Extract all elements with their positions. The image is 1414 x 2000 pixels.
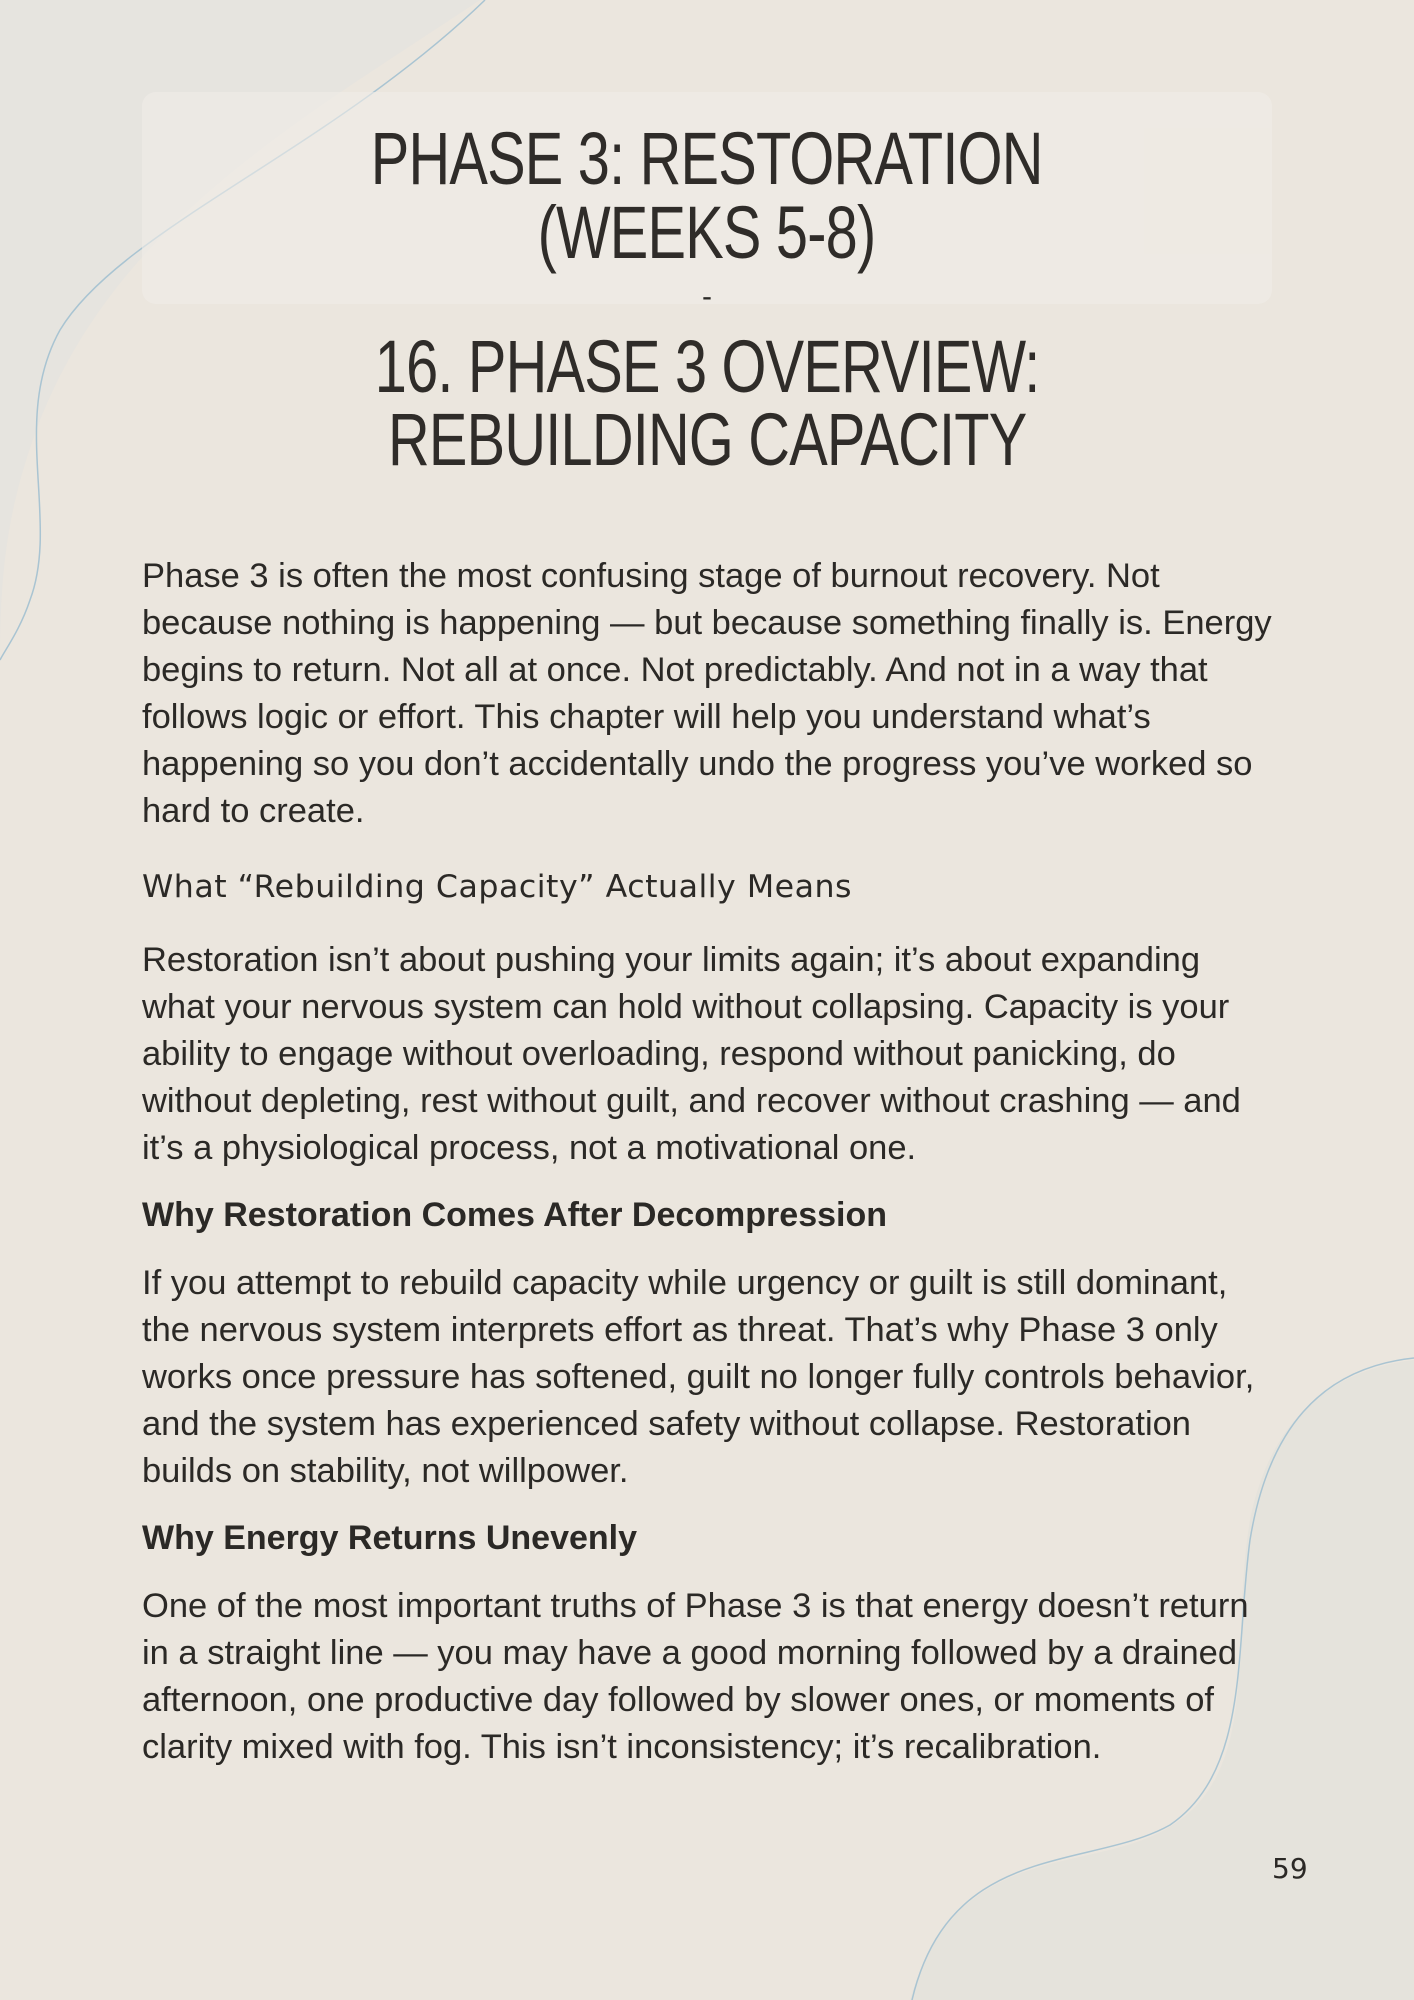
title-separator: - — [702, 280, 712, 313]
energy-paragraph: One of the most important truths of Phase 3 is that energy doesn’t return in a straight line — you may have a good morning followed by a drained afternoon, one productive day followed by slower ones, or moments of clarity mixed with fog. This isn’t inconsistency; it’s recalibration. — [142, 1587, 1249, 1766]
chapter-title-line1: 16. PHASE 3 OVERVIEW: — [374, 325, 1040, 408]
chapter-title-line2: REBUILDING CAPACITY — [387, 398, 1027, 481]
section-heading-decompression: Why Restoration Comes After Decompression — [142, 1196, 887, 1234]
part-title: PHASE 3: RESTORATION — [371, 117, 1043, 200]
decompression-paragraph: If you attempt to rebuild capacity while urgency or guilt is still dominant, the nervous system interprets effort as threat. That’s why Phase 3 only works once pressure has softened, guilt no longer fully controls behavior, and the system has experienced safety without collapse. Restoration builds on stability, not willpower. — [142, 1264, 1255, 1490]
section-subheading: What “Rebuilding Capacity” Actually Means — [142, 869, 853, 905]
capacity-paragraph: Restoration isn’t about pushing your limits again; it’s about expanding what your nervous system can hold without collapsing. Capacity is your ability to engage without overloading, respond without panicking, do without depleting, rest without guilt, and recover without crashing — and it’s a physiological process, not a motivational one. — [142, 941, 1241, 1167]
page-number: 59 — [1272, 1852, 1308, 1885]
part-subtitle: (WEEKS 5-8) — [538, 191, 876, 274]
chapter-body — [142, 553, 1277, 1771]
intro-paragraph: Phase 3 is often the most confusing stage of burnout recovery. Not because nothing is happening — but because something finally is. Energy begins to return. Not all at once. Not predictably. And not in a way that follows logic or effort. This chapter will help you understand what’s happening so you don’t accidentally undo the progress you’ve worked so hard to create. — [142, 557, 1272, 830]
section-heading-energy: Why Energy Returns Unevenly — [142, 1519, 638, 1557]
